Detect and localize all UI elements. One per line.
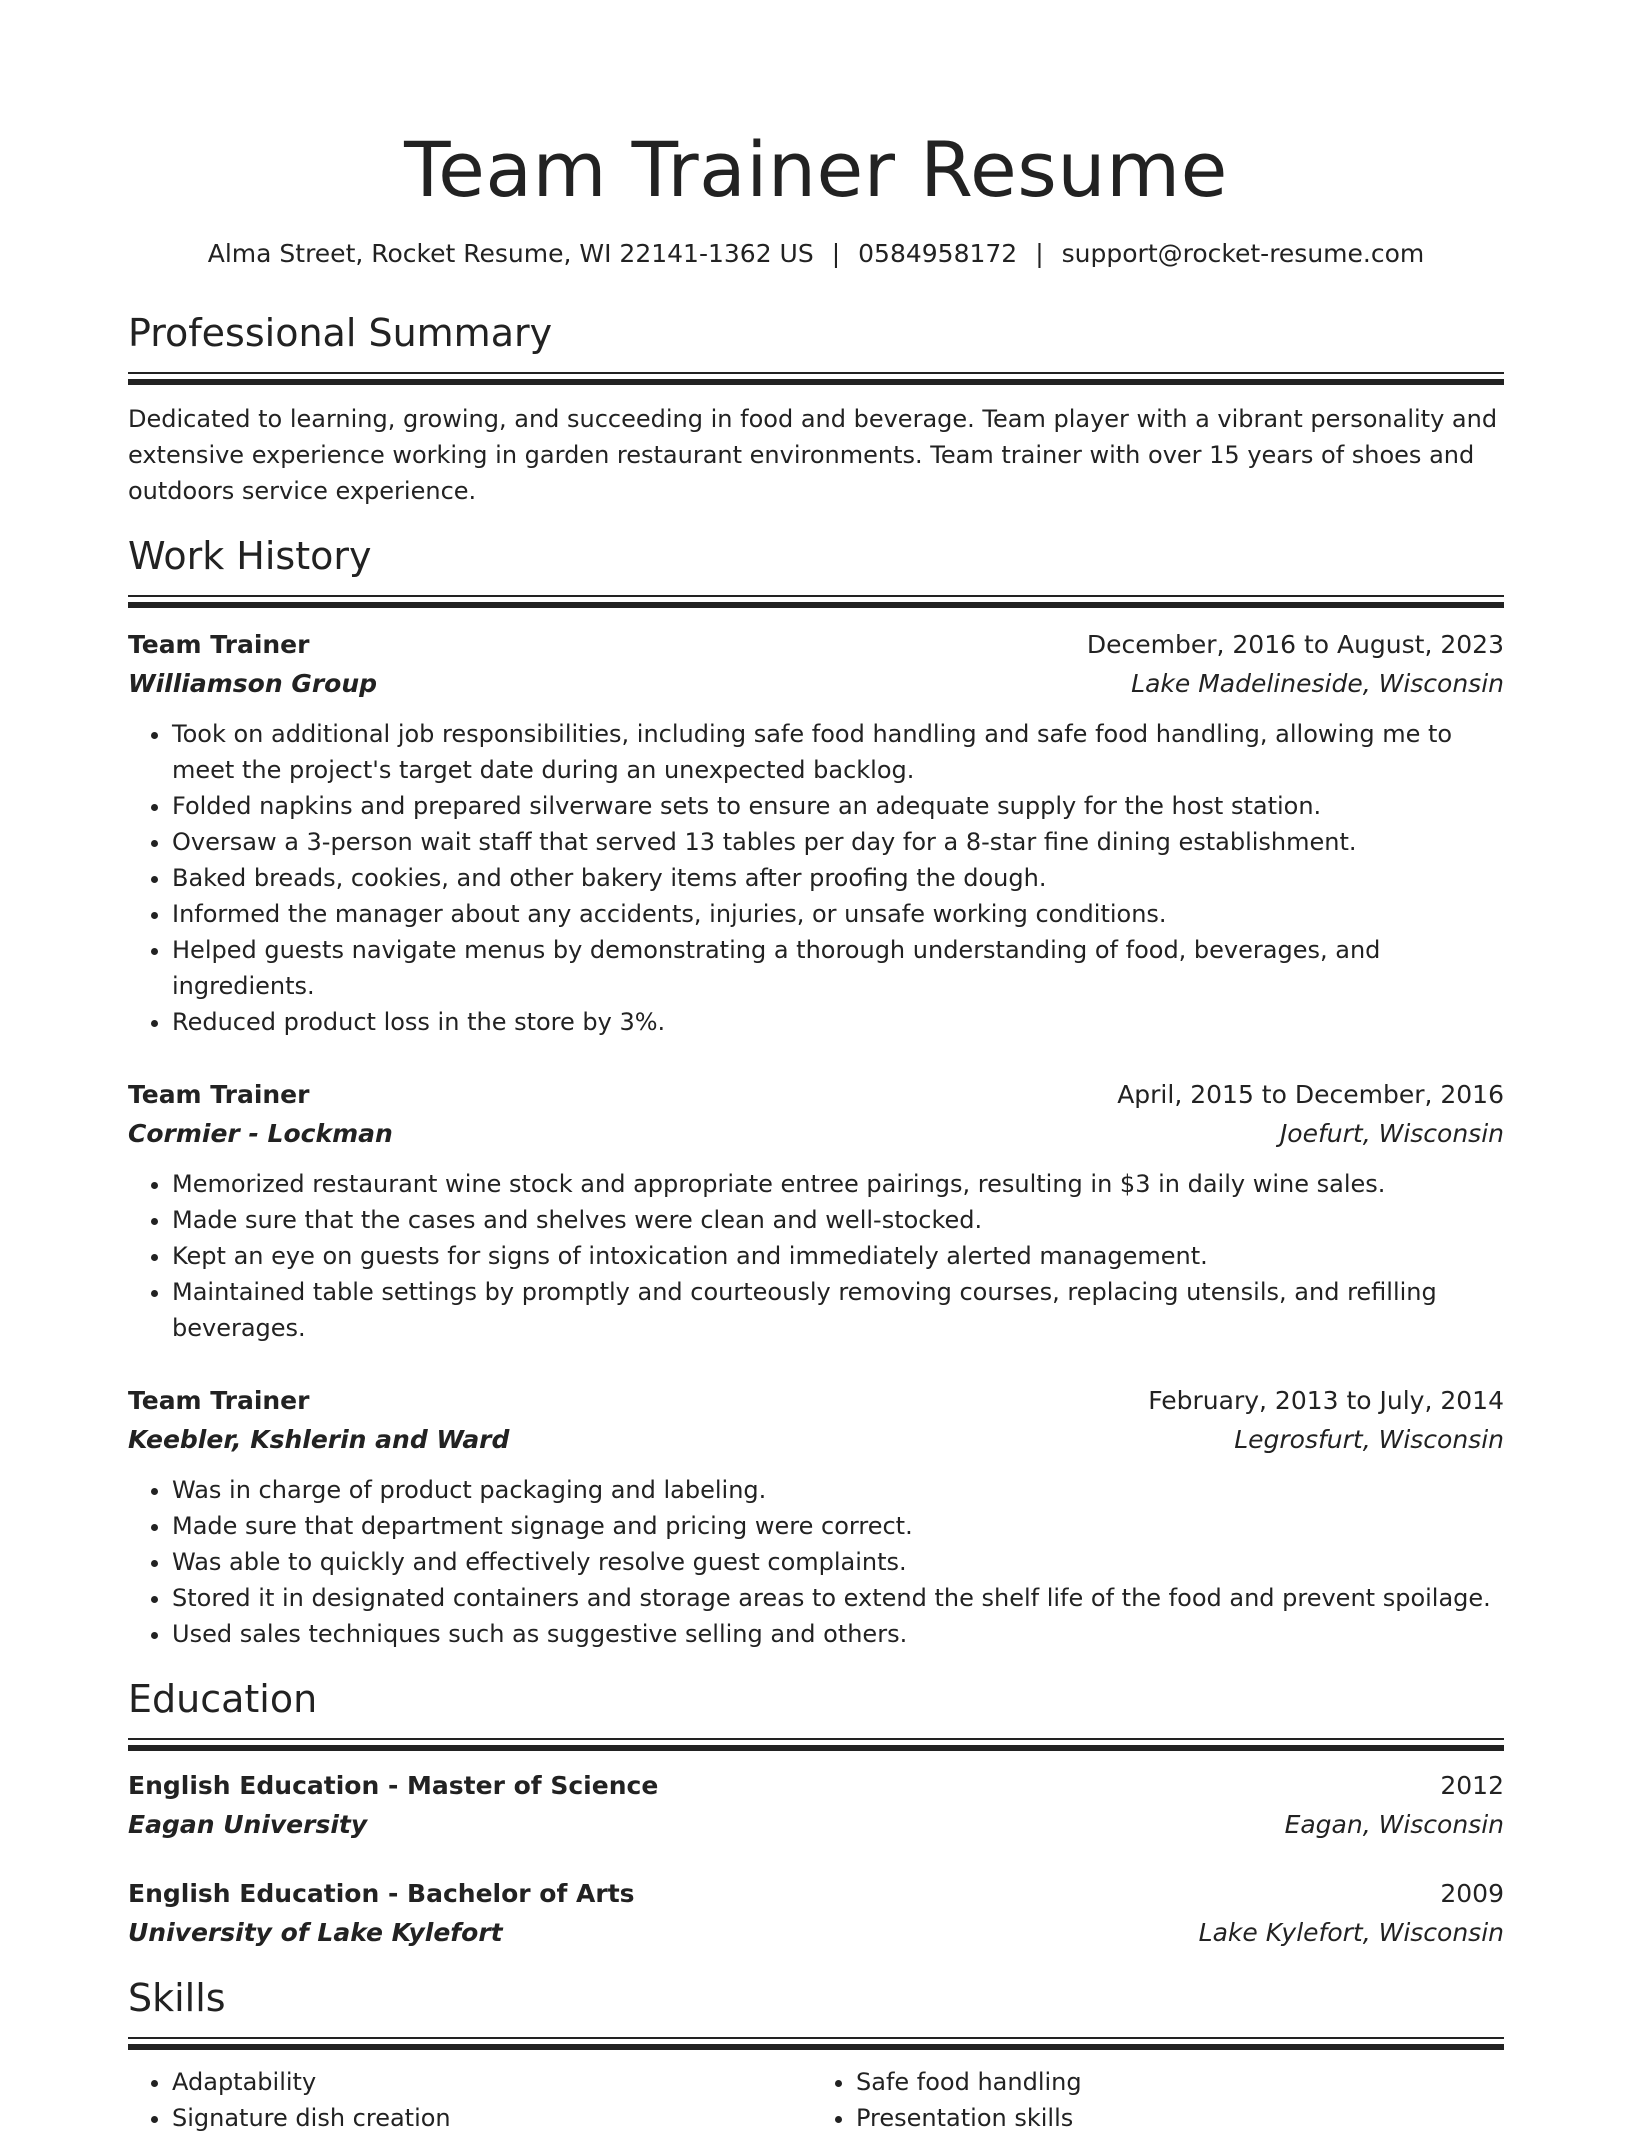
section-divider xyxy=(128,372,1504,374)
job-entry xyxy=(128,626,1504,1040)
job-bullet: • Used sales techniques such as suggestive selling and others. xyxy=(172,1616,1504,1652)
job-bullet-list xyxy=(128,1472,1504,1652)
resume-title: Team Trainer Resume xyxy=(404,125,1228,214)
job-bullet: • Maintained table settings by promptly and courteously removing courses, replacing utensils, and refilling beverages. xyxy=(172,1274,1504,1346)
job-title: Team Trainer xyxy=(128,630,310,659)
skills-section-header xyxy=(128,1973,1504,2050)
contact-email: support@rocket-resume.com xyxy=(1061,239,1425,268)
job-employer: Keebler, Kshlerin and Ward xyxy=(128,1425,510,1454)
job-bullet-list xyxy=(128,716,1504,1040)
job-title: Team Trainer xyxy=(128,1080,310,1109)
job-bullet: • Helped guests navigate menus by demonstrating a thorough understanding of food, beverages, and ingredients. xyxy=(172,932,1504,1004)
skills-column-left xyxy=(128,2064,812,2136)
section-divider xyxy=(128,2037,1504,2039)
work-section-header xyxy=(128,531,1504,608)
job-location: Lake Madelineside, Wisconsin xyxy=(1131,669,1504,698)
education-location: Lake Kylefort, Wisconsin xyxy=(1198,1918,1504,1947)
education-year: 2009 xyxy=(1440,1879,1504,1908)
education-entry xyxy=(128,1767,1504,1845)
job-bullet: • Made sure that the cases and shelves were clean and well-stocked. xyxy=(172,1202,1504,1238)
job-bullet: • Memorized restaurant wine stock and appropriate entree pairings, resulting in $3 in daily wine sales. xyxy=(172,1166,1504,1202)
contact-phone: 0584958172 xyxy=(858,239,1018,268)
job-dates: December, 2016 to August, 2023 xyxy=(1086,630,1504,659)
contact-address: Alma Street, Rocket Resume, WI 22141-1362 US xyxy=(207,239,814,268)
job-bullet: • Informed the manager about any accidents, injuries, or unsafe working conditions. xyxy=(172,896,1504,932)
contact-separator: | xyxy=(1035,239,1044,268)
education-school: University of Lake Kylefort xyxy=(128,1918,503,1947)
skills-list xyxy=(128,2064,1504,2136)
summary-section-header xyxy=(128,308,1504,385)
job-bullet: • Folded napkins and prepared silverware sets to ensure an adequate supply for the host station. xyxy=(172,788,1504,824)
skills-heading: Skills xyxy=(128,1976,226,2020)
education-degree: English Education - Master of Science xyxy=(128,1771,659,1800)
skill-item: • Adaptability xyxy=(172,2064,812,2100)
section-divider xyxy=(128,1738,1504,1740)
job-bullet: • Kept an eye on guests for signs of intoxication and immediately alerted management. xyxy=(172,1238,1504,1274)
summary-text: Dedicated to learning, growing, and succeeding in food and beverage. Team player with a vibrant personality and extensive experience working in garden restaurant environments. Team trainer with over 15 years of shoes and outdoors service experience. xyxy=(128,405,1498,505)
job-dates: April, 2015 to December, 2016 xyxy=(1117,1080,1504,1109)
job-location: Joefurt, Wisconsin xyxy=(1279,1119,1504,1148)
education-school: Eagan University xyxy=(128,1810,368,1839)
skill-item: • Safe food handling xyxy=(856,2064,1496,2100)
job-bullet: • Took on additional job responsibilities, including safe food handling and safe food handling, allowing me to meet the project's target date during an unexpected backlog. xyxy=(172,716,1504,788)
skills-column-right xyxy=(812,2064,1496,2136)
job-bullet: • Baked breads, cookies, and other bakery items after proofing the dough. xyxy=(172,860,1504,896)
education-degree: English Education - Bachelor of Arts xyxy=(128,1879,635,1908)
job-dates: February, 2013 to July, 2014 xyxy=(1148,1386,1504,1415)
section-divider xyxy=(128,1745,1504,1751)
skill-item: • Signature dish creation xyxy=(172,2100,812,2136)
section-divider xyxy=(128,379,1504,385)
job-employer: Williamson Group xyxy=(128,669,378,698)
job-entry xyxy=(128,1382,1504,1652)
job-location: Legrosfurt, Wisconsin xyxy=(1234,1425,1504,1454)
job-bullet: • Oversaw a 3-person wait staff that served 13 tables per day for a 8-star fine dining establishment. xyxy=(172,824,1504,860)
contact-separator: | xyxy=(831,239,841,268)
job-title: Team Trainer xyxy=(128,1386,310,1415)
job-bullet: • Was in charge of product packaging and labeling. xyxy=(172,1472,1504,1508)
section-divider xyxy=(128,602,1504,608)
skill-item: • Presentation skills xyxy=(856,2100,1496,2136)
section-divider xyxy=(128,595,1504,597)
education-location: Eagan, Wisconsin xyxy=(1284,1810,1504,1839)
resume-page xyxy=(128,0,1504,2136)
job-bullet: • Made sure that department signage and pricing were correct. xyxy=(172,1508,1504,1544)
education-heading: Education xyxy=(128,1677,318,1721)
section-divider xyxy=(128,2044,1504,2050)
education-entry xyxy=(128,1875,1504,1953)
contact-line xyxy=(128,236,1504,272)
education-year: 2012 xyxy=(1440,1771,1504,1800)
work-heading: Work History xyxy=(128,534,372,578)
job-entry xyxy=(128,1076,1504,1346)
education-section-header xyxy=(128,1674,1504,1751)
job-bullet: • Was able to quickly and effectively resolve guest complaints. xyxy=(172,1544,1504,1580)
job-bullet: • Reduced product loss in the store by 3%. xyxy=(172,1004,1504,1040)
job-bullet: • Stored it in designated containers and storage areas to extend the shelf life of the food and prevent spoilage. xyxy=(172,1580,1504,1616)
summary-heading: Professional Summary xyxy=(128,311,553,355)
job-employer: Cormier - Lockman xyxy=(128,1119,393,1148)
job-bullet-list xyxy=(128,1166,1504,1346)
